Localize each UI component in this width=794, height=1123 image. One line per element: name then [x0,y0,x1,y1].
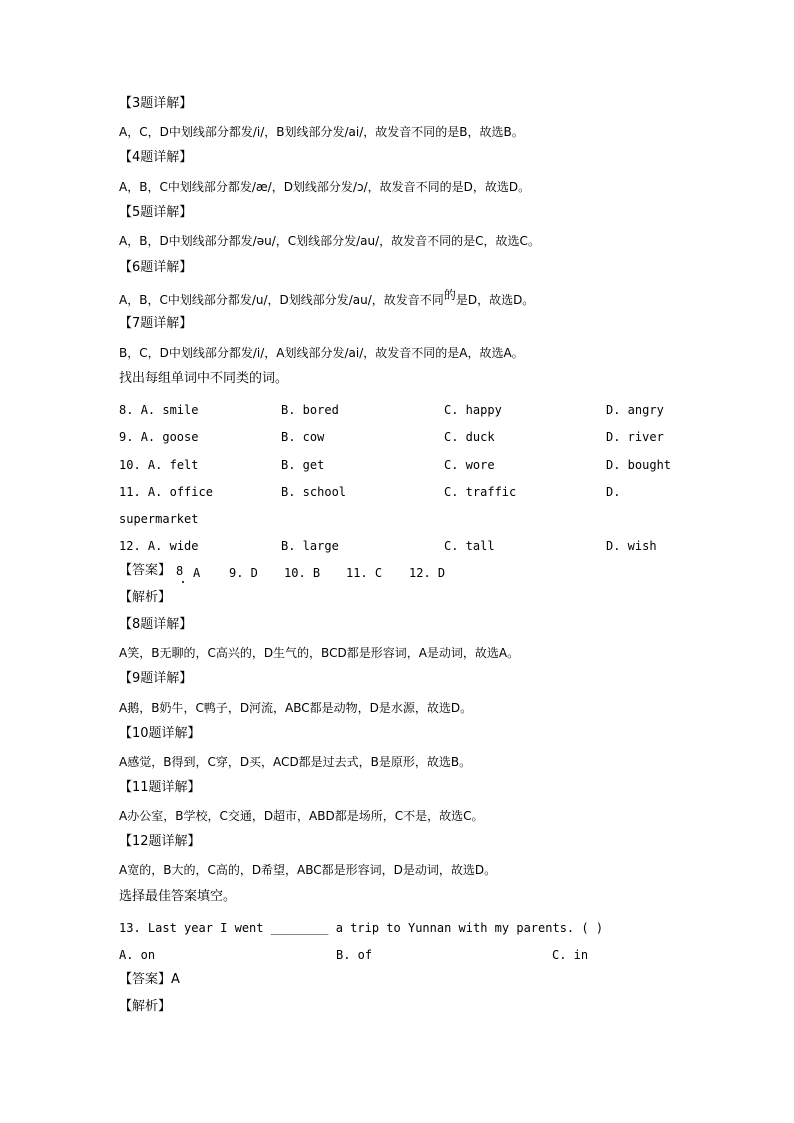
section-4-heading: 【4题详解】 [119,150,193,165]
answer-12: 12. D [409,566,446,580]
answer-10: 10. B [284,566,321,580]
detail-8-text: A笑，B无聊的，C高兴的，D生气的，BCD都是形容词，A是动词，故选A。 [119,646,520,660]
answer-8-num: 8 [176,564,184,578]
answers-label: 【答案】 [119,563,172,578]
detail-11-heading: 【11题详解】 [119,780,201,795]
section-4-text: A，B，C中划线部分都发/æ/，D划线部分发/ɔ/，故发音不同的是D，故选D。 [119,180,531,194]
q13-answer-label: 【答案】 [119,972,172,987]
q8-option-b: B. bored [281,403,339,417]
section-5-heading: 【5题详解】 [119,205,193,220]
q8-number-option-a: 8. A. smile [119,403,199,417]
section-6-text-raised: 的 [443,288,456,302]
section-5-text: A，B，D中划线部分都发/əu/，C划线部分发/au/，故发音不同的是C，故选C。 [119,234,540,248]
q9-option-b: B. cow [281,430,325,444]
section-6-text-part1: A，B，C中划线部分都发/u/，D划线部分发/au/，故发音不同 [119,293,444,307]
section-7-text: B，C，D中划线部分都发/i/，A划线部分发/ai/，故发音不同的是A，故选A。 [119,346,524,360]
q9-option-c: C. duck [444,430,495,444]
q12-number-option-a: 12. A. wide [119,539,199,553]
section-6-heading: 【6题详解】 [119,260,193,275]
q13-option-b: B. of [336,948,373,962]
detail-10-text: A感觉，B得到，C穿，D买，ACD都是过去式，B是原形，故选B。 [119,755,472,769]
q10-number-option-a: 10. A. felt [119,458,199,472]
q8-option-c: C. happy [444,403,502,417]
detail-12-heading: 【12题详解】 [119,834,201,849]
q11-option-c: C. traffic [444,485,517,499]
q11-option-d: D. [606,485,621,499]
q9-number-option-a: 9. A. goose [119,430,199,444]
section-6-text-part2: 是D，故选D。 [455,293,535,307]
q12-option-d: D. wish [606,539,657,553]
q13-option-c: C. in [552,948,589,962]
section-3-heading: 【3题详解】 [119,96,193,111]
q11-option-b: B. school [281,485,347,499]
q13-analysis-label: 【解析】 [119,999,172,1014]
q12-option-b: B. large [281,539,339,553]
detail-9-text: A鹅，B奶牛，C鸭子，D河流，ABC都是动物，D是水源，故选D。 [119,701,473,715]
section-6-text [119,288,535,308]
q12-option-c: C. tall [444,539,495,553]
section-7-heading: 【7题详解】 [119,316,193,331]
detail-12-text: A宽的，B大的，C高的，D希望，ABC都是形容词，D是动词，故选D。 [119,863,497,877]
q9-option-d: D. river [606,430,664,444]
detail-9-heading: 【9题详解】 [119,671,193,686]
instruction-best-answer: 选择最佳答案填空。 [119,889,237,904]
q8-option-d: D. angry [606,403,664,417]
answer-8-value: A [193,566,201,580]
q11-number-option-a: 11. A. office [119,485,213,499]
detail-10-heading: 【10题详解】 [119,726,201,741]
analysis-label: 【解析】 [119,590,172,605]
section-3-text: A，C，D中划线部分都发/i/，B划线部分发/ai/，故发音不同的是B，故选B。 [119,125,524,139]
instruction-odd-one-out: 找出每组单词中不同类的词。 [119,371,289,386]
q13-answer-value: A [171,972,180,987]
q10-option-c: C. wore [444,458,495,472]
answer-9: 9. D [229,566,258,580]
answer-11: 11. C [346,566,383,580]
q10-option-d: D. bought [606,458,672,472]
detail-8-heading: 【8题详解】 [119,617,193,632]
q10-option-b: B. get [281,458,325,472]
answer-8-dot [182,581,184,583]
q11-option-d-wrap: supermarket [119,512,199,526]
q13-option-a: A. on [119,948,156,962]
detail-11-text: A办公室，B学校，C交通，D超市，ABD都是场所，C不是，故选C。 [119,809,484,823]
q13-stem: 13. Last year I went ________ a trip to Yunnan with my parents. ( ) [119,921,604,935]
q13-answer [119,972,180,988]
